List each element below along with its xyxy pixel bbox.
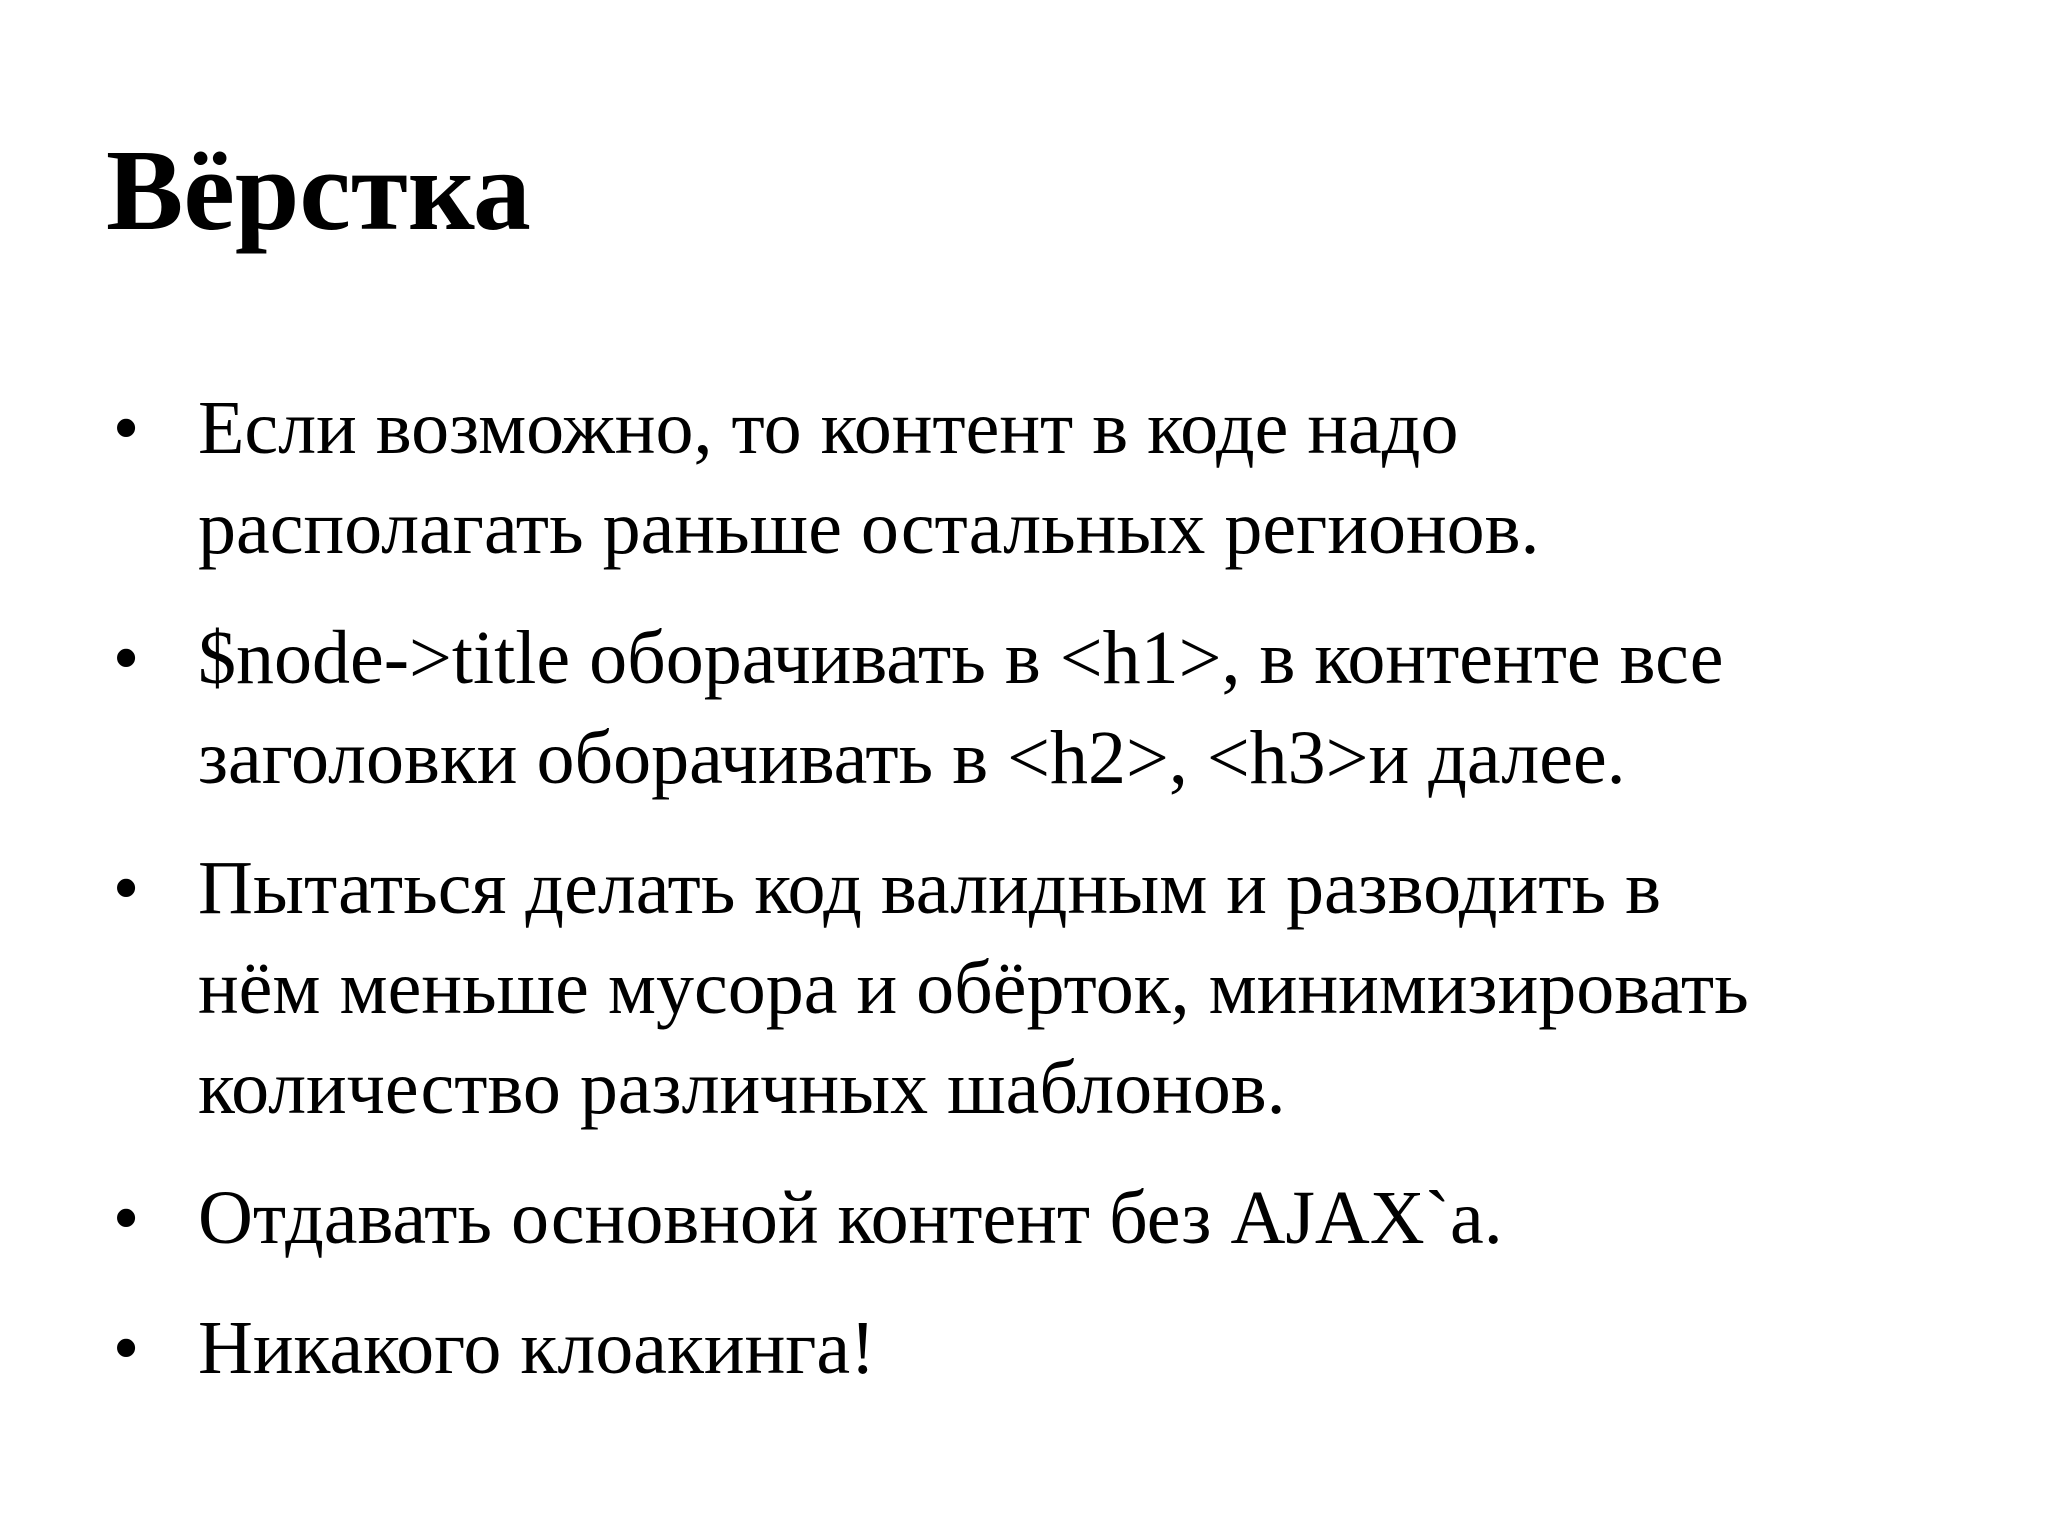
bullet-text: Отдавать основной контент без AJAX`a. bbox=[198, 1176, 1503, 1260]
bullet-marker: • bbox=[112, 846, 140, 930]
bullet-text: Пытаться делать код валидным и разводить в нём меньше мусора и обёрток, минимизировать количество различных шаблонов. bbox=[198, 846, 1749, 1130]
bullet-marker: • bbox=[112, 386, 140, 470]
bullet-marker: • bbox=[112, 1176, 140, 1260]
bullet-text: $node->title оборачивать в <h1>, в контенте все заголовки оборачивать в <h2>, <h3>и далее. bbox=[198, 616, 1724, 800]
bullet-item bbox=[106, 1168, 1986, 1268]
bullet-item bbox=[106, 838, 1986, 1138]
bullet-item bbox=[106, 378, 1986, 578]
bullet-text: Никакого клоакинга! bbox=[198, 1306, 876, 1390]
slide-title: Вёрстка bbox=[106, 127, 531, 255]
bullet-list bbox=[106, 378, 1986, 1428]
bullet-item bbox=[106, 1298, 1986, 1398]
bullet-marker: • bbox=[112, 1306, 140, 1390]
bullet-marker: • bbox=[112, 616, 140, 700]
bullet-text: Если возможно, то контент в коде надо располагать раньше остальных регионов. bbox=[198, 386, 1540, 570]
bullet-item bbox=[106, 608, 1986, 808]
